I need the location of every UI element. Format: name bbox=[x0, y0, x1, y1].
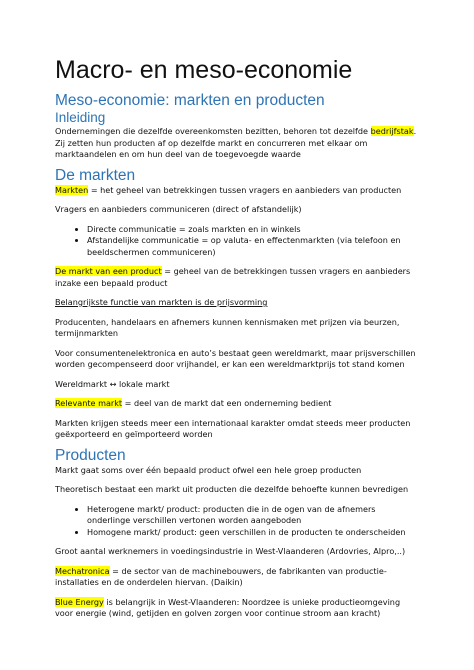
paragraph-communicatie: Vragers en aanbieders communiceren (direct of afstandelijk) bbox=[55, 204, 302, 214]
paragraph-markt-product bbox=[55, 266, 420, 289]
highlight-mechatronica: Mechatronica bbox=[55, 565, 110, 576]
paragraph-product-groep: Markt gaat soms over één bepaald product ofwel een hele groep producten bbox=[55, 464, 362, 475]
list-item: • Directe communicatie = zoals markten en in winkels bbox=[87, 224, 420, 236]
paragraph-voedingsindustrie: Groot aantal werknemers in voedingsindustrie in West-Vlaanderen (Ardovries, Alpro,..) bbox=[55, 546, 406, 556]
blue-energy-text: is belangrijk in West-Vlaanderen: Noordzee is unieke productieomgeving voor energie (wind, getijden en golven zorgen voor continue stroom aan kracht) bbox=[55, 596, 401, 618]
relevante-markt-text: = deel van de markt dat een onderneming bedient bbox=[122, 398, 332, 408]
document-title: Macro- en meso-economie bbox=[55, 56, 353, 84]
list-item: • Heterogene markt/ product: producten die in de ogen van de afnemers onderlinge verschillen vertonen worden aangeboden bbox=[87, 504, 420, 527]
highlight-blue-energy: Blue Energy bbox=[55, 596, 104, 607]
intro-text-rest: . Zij zetten hun producten af op dezelfde markt en concurreren met elkaar om marktaandelen en om hun deel van de toegevoegde waarde bbox=[55, 126, 417, 159]
paragraph-intro bbox=[55, 126, 420, 161]
paragraph-relevante-markt bbox=[55, 398, 420, 410]
highlight-markten: Markten bbox=[55, 184, 89, 195]
paragraph-wereld-lokaal: Wereldmarkt ↔ lokale markt bbox=[55, 378, 170, 389]
markt-product-text: = geheel van de betrekkingen tussen vragers en aanbieders inzake een bepaald product bbox=[55, 266, 411, 288]
subheading-inleiding: Inleiding bbox=[55, 110, 106, 125]
highlight-relevante-markt: Relevante markt bbox=[55, 398, 123, 408]
paragraph-functie: Belangrijkste functie van markten is de prijsvorming bbox=[55, 297, 268, 307]
paragraph-wereldmarkt: Voor consumentenelektronica en auto’s bestaat geen wereldmarkt, maar prijsverschillen worden gecompenseerd door vrijhandel, er kan een wereldmarktprijs tot stand komen bbox=[55, 347, 416, 369]
section-heading-meso: Meso-economie: markten en producten bbox=[55, 92, 325, 109]
paragraph-behoefte: Theoretisch bestaat een markt uit producten die dezelfde behoefte kunnen bevredigen bbox=[55, 484, 409, 494]
highlight-bedrijfstak: bedrijfstak bbox=[370, 126, 414, 136]
mechatronica-text: = de sector van de machinebouwers, de fabrikanten van productie-installaties en de onderdelen hiervan. (Daikin) bbox=[55, 565, 387, 587]
section-heading-producten: Producten bbox=[55, 446, 126, 464]
paragraph-blue-energy bbox=[55, 597, 420, 620]
list-communicatie bbox=[55, 224, 420, 259]
highlight-markt-product: De markt van een product bbox=[55, 266, 162, 276]
section-heading-markten: De markten bbox=[55, 166, 136, 184]
paragraph-internationaal: Markten krijgen steeds meer een internationaal karakter omdat steeds meer producten geëxporteerd en geïmporteerd worden bbox=[55, 417, 411, 439]
list-markttypes bbox=[55, 504, 420, 539]
list-item: • Afstandelijke communicatie = op valuta- en effectenmarkten (via telefoon en beeldschermen communiceren) bbox=[87, 235, 420, 258]
intro-text: Ondernemingen die dezelfde overeenkomsten bezitten, behoren tot dezelfde bbox=[55, 126, 371, 136]
markten-def-text: = het geheel van betrekkingen tussen vragers en aanbieders van producten bbox=[88, 184, 402, 195]
document-body bbox=[55, 92, 420, 620]
list-item: • Homogene markt/ product: geen verschillen in de producten te onderscheiden bbox=[87, 527, 420, 539]
paragraph-beurzen: Producenten, handelaars en afnemers kunnen kennismaken met prijzen via beurzen, termijnmarkten bbox=[55, 316, 400, 338]
paragraph-mechatronica bbox=[55, 566, 420, 589]
paragraph-markten-def bbox=[55, 185, 420, 197]
